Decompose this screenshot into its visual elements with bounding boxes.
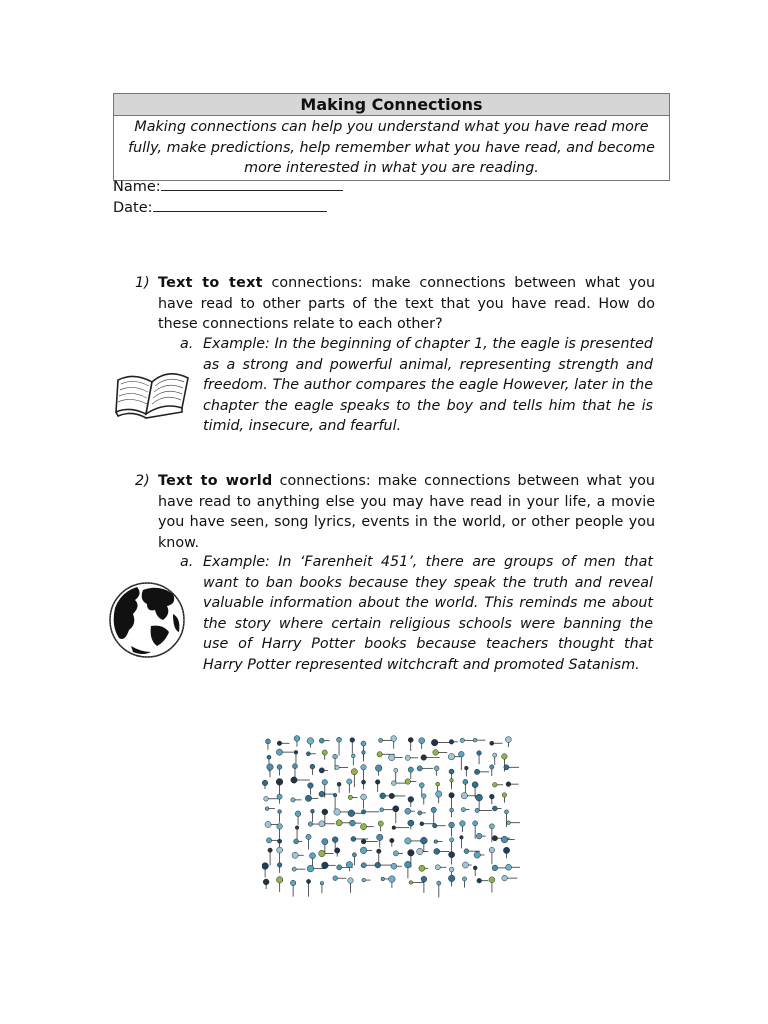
network-node	[267, 764, 273, 770]
network-node	[421, 794, 426, 799]
item-description: connections: make connections between what you have read to anything else you may have read in your life, a movie you have seen, song lyrics, events in the world, or other people you know.	[158, 473, 655, 551]
item-body	[158, 273, 655, 335]
network-node	[319, 738, 324, 743]
network-node	[379, 738, 383, 742]
network-node	[377, 834, 383, 840]
network-node	[333, 793, 337, 797]
network-node	[419, 738, 425, 744]
network-node	[431, 739, 438, 746]
network-node	[506, 782, 511, 787]
network-node	[431, 807, 436, 812]
example-letter: a.	[180, 336, 194, 352]
network-node	[277, 794, 282, 799]
network-node	[493, 783, 498, 788]
name-field	[113, 176, 343, 197]
network-node	[361, 863, 366, 868]
network-node	[276, 778, 283, 785]
network-illustration	[262, 733, 520, 901]
network-node	[408, 767, 413, 772]
network-node	[418, 811, 422, 815]
network-node	[449, 867, 454, 872]
network-node	[449, 793, 454, 798]
network-node	[319, 850, 325, 856]
network-node	[351, 754, 355, 758]
network-node	[388, 754, 395, 761]
network-node	[262, 863, 268, 870]
network-node	[337, 865, 342, 870]
network-node	[392, 826, 396, 830]
network-node	[448, 753, 454, 759]
title-box	[113, 93, 670, 181]
network-node	[408, 737, 413, 742]
network-node	[360, 847, 367, 854]
network-node	[278, 810, 282, 814]
network-node	[489, 877, 495, 883]
network-node	[322, 809, 328, 815]
network-node	[277, 847, 283, 853]
network-node	[435, 865, 440, 870]
network-node	[377, 752, 382, 757]
item-number: 2)	[135, 473, 150, 489]
network-node	[360, 824, 366, 830]
intro-text: Making connections can help you understand what you have read more fully, make predictions, help remember what you have read, and become more interested in what you are reading.	[128, 119, 655, 176]
network-node	[504, 810, 508, 814]
network-node	[505, 737, 511, 743]
network-node	[378, 821, 383, 826]
network-node	[490, 765, 494, 769]
network-node	[335, 765, 339, 769]
network-node	[433, 750, 439, 756]
network-node	[394, 768, 398, 772]
network-node	[337, 737, 342, 742]
network-node	[333, 876, 338, 881]
network-node	[489, 824, 494, 829]
network-node	[319, 821, 325, 827]
network-node	[290, 880, 295, 885]
network-node	[449, 852, 455, 858]
network-node	[346, 861, 352, 867]
network-node	[292, 867, 296, 871]
network-node	[461, 807, 465, 811]
network-node	[292, 764, 297, 769]
network-node	[306, 879, 310, 883]
network-node	[405, 838, 411, 844]
network-node	[277, 741, 282, 746]
example-text: Example: In the beginning of chapter 1, the eagle is presented as a strong and powerful animal, representing strength and freedom. The author compares the eagle However, later in the chapter the eagle speaks to the boy and tells him that he is timid, insecure, and fearful.	[203, 336, 653, 435]
network-node	[351, 769, 357, 775]
network-node	[322, 839, 328, 845]
network-node	[502, 793, 506, 797]
list-item	[135, 471, 655, 553]
network-node	[265, 807, 269, 811]
network-node	[420, 837, 427, 844]
network-node	[291, 798, 295, 802]
network-node	[503, 847, 509, 853]
network-node	[405, 861, 412, 868]
network-node	[489, 847, 495, 853]
item-number: 1)	[135, 275, 150, 291]
network-node	[473, 738, 477, 742]
network-node	[347, 779, 352, 784]
network-node	[476, 833, 482, 839]
network-node	[408, 850, 415, 857]
network-node	[476, 794, 483, 801]
network-node	[294, 750, 298, 754]
network-node	[450, 808, 454, 812]
example-text: Example: In ‘Farenheit 451’, there are groups of men that want to ban books because they speak the truth and reveal valuable information about the world. This reminds me about the story where certain religious schools were banning the use of Harry Potter books because teachers thought that Harry Potter represented witchcraft and promoted Satanism.	[203, 554, 653, 673]
network-node	[267, 755, 271, 759]
network-node	[265, 821, 271, 827]
network-node	[463, 779, 468, 784]
network-node	[295, 811, 301, 817]
network-node	[477, 751, 482, 756]
network-node	[475, 808, 479, 812]
network-node	[319, 791, 325, 797]
network-node	[277, 863, 282, 868]
network-node	[389, 876, 396, 883]
network-node	[393, 851, 398, 856]
network-node	[492, 865, 498, 871]
network-node	[472, 782, 478, 788]
network-node	[263, 879, 269, 885]
network-node	[489, 794, 494, 799]
network-node	[421, 755, 427, 761]
network-node	[348, 795, 352, 799]
network-node	[308, 822, 313, 827]
network-node	[450, 779, 454, 783]
network-node	[362, 751, 366, 755]
date-line	[153, 197, 327, 212]
network-node	[322, 750, 327, 755]
network-node	[502, 754, 508, 760]
network-node	[449, 769, 454, 774]
network-node	[276, 749, 282, 755]
network-node	[460, 821, 466, 827]
network-node	[420, 822, 424, 826]
list-item	[135, 273, 655, 335]
network-node	[332, 837, 338, 843]
network-node	[334, 848, 339, 853]
network-node	[311, 809, 315, 813]
network-node	[310, 853, 316, 859]
example-item	[180, 334, 653, 437]
network-node	[361, 765, 366, 770]
page-title: Making Connections	[114, 94, 669, 116]
network-node	[348, 810, 355, 817]
network-node	[461, 793, 467, 799]
network-node	[380, 808, 384, 812]
network-node	[305, 795, 311, 801]
network-node	[436, 782, 440, 786]
network-node	[473, 866, 477, 870]
date-field	[113, 197, 327, 218]
network-node	[351, 836, 356, 841]
network-node	[492, 806, 497, 811]
network-node	[437, 881, 441, 885]
network-node	[449, 838, 453, 842]
network-node	[502, 875, 508, 881]
item-body	[158, 471, 655, 553]
date-label: Date:	[113, 200, 153, 216]
network-node	[419, 865, 425, 871]
network-node	[462, 877, 466, 881]
network-node	[292, 852, 298, 858]
network-node	[265, 739, 270, 744]
network-node	[266, 838, 271, 843]
network-node	[361, 794, 367, 800]
network-node	[306, 752, 310, 756]
network-node	[276, 877, 282, 883]
network-node	[432, 823, 436, 827]
example-letter: a.	[180, 554, 194, 570]
network-node	[477, 878, 482, 883]
network-node	[268, 848, 272, 852]
item-term: Text to world	[158, 473, 273, 489]
network-node	[390, 838, 394, 842]
network-node	[277, 824, 283, 830]
network-node	[458, 751, 464, 757]
network-node	[419, 783, 424, 788]
network-node	[405, 755, 410, 760]
network-node	[294, 736, 300, 742]
network-node	[362, 780, 366, 784]
open-book-icon	[112, 362, 192, 420]
network-node	[449, 822, 455, 828]
network-node	[377, 849, 381, 853]
network-node	[375, 780, 380, 785]
network-node	[492, 836, 497, 841]
network-node	[352, 853, 356, 857]
network-node	[307, 738, 314, 745]
network-node	[460, 836, 464, 840]
network-node	[375, 862, 381, 868]
network-node	[337, 782, 341, 786]
network-node	[493, 753, 497, 757]
network-node	[362, 878, 366, 882]
network-node	[504, 765, 509, 770]
network-node	[460, 738, 464, 742]
network-node	[307, 865, 314, 872]
network-node	[308, 783, 314, 789]
network-node	[408, 796, 414, 802]
network-node	[349, 820, 355, 826]
network-node	[350, 738, 355, 743]
network-node	[336, 820, 342, 826]
network-node	[310, 764, 315, 769]
network-node	[462, 862, 468, 868]
network-node	[464, 766, 468, 770]
network-node	[291, 777, 297, 783]
network-node	[474, 852, 480, 858]
network-node	[319, 768, 324, 773]
network-node	[277, 839, 281, 843]
network-node	[448, 875, 455, 882]
network-node	[361, 810, 365, 814]
network-node	[381, 877, 385, 881]
network-node	[375, 765, 382, 772]
network-node	[322, 862, 329, 869]
network-node	[277, 765, 282, 770]
network-node	[449, 740, 454, 745]
name-line	[161, 176, 343, 191]
network-node	[464, 849, 469, 854]
network-node	[389, 793, 394, 798]
name-label: Name:	[113, 179, 161, 195]
network-node	[320, 881, 324, 885]
network-node	[361, 741, 366, 746]
network-node	[380, 793, 386, 799]
network-node	[264, 796, 269, 801]
network-node	[295, 826, 299, 830]
network-node	[473, 821, 478, 826]
network-node	[409, 881, 413, 885]
network-node	[434, 848, 440, 854]
example-item	[180, 552, 653, 676]
network-node	[391, 863, 397, 869]
network-node	[262, 780, 268, 786]
item-term: Text to text	[158, 275, 263, 291]
network-node	[474, 769, 479, 774]
network-node	[501, 836, 508, 843]
network-node	[421, 876, 427, 882]
network-node	[434, 766, 439, 771]
network-node	[348, 878, 354, 884]
network-node	[405, 808, 411, 814]
globe-icon	[107, 580, 187, 660]
network-node	[405, 779, 411, 785]
network-node	[393, 806, 399, 812]
network-node	[333, 754, 338, 759]
network-node	[507, 821, 511, 825]
network-node	[434, 840, 438, 844]
network-node	[417, 766, 422, 771]
network-node	[322, 779, 328, 785]
item-description: connections: make connections between what you have read to other parts of the text that you have read. How do these connections relate to each other?	[158, 275, 656, 333]
network-node	[408, 820, 414, 826]
network-node	[361, 839, 366, 844]
network-node	[391, 781, 396, 786]
network-node	[506, 864, 512, 870]
network-node	[436, 791, 442, 797]
network-node	[294, 839, 299, 844]
network-node	[417, 848, 423, 854]
network-node	[490, 741, 494, 745]
network-node	[306, 834, 311, 839]
network-node	[391, 736, 397, 742]
network-node	[334, 809, 341, 816]
